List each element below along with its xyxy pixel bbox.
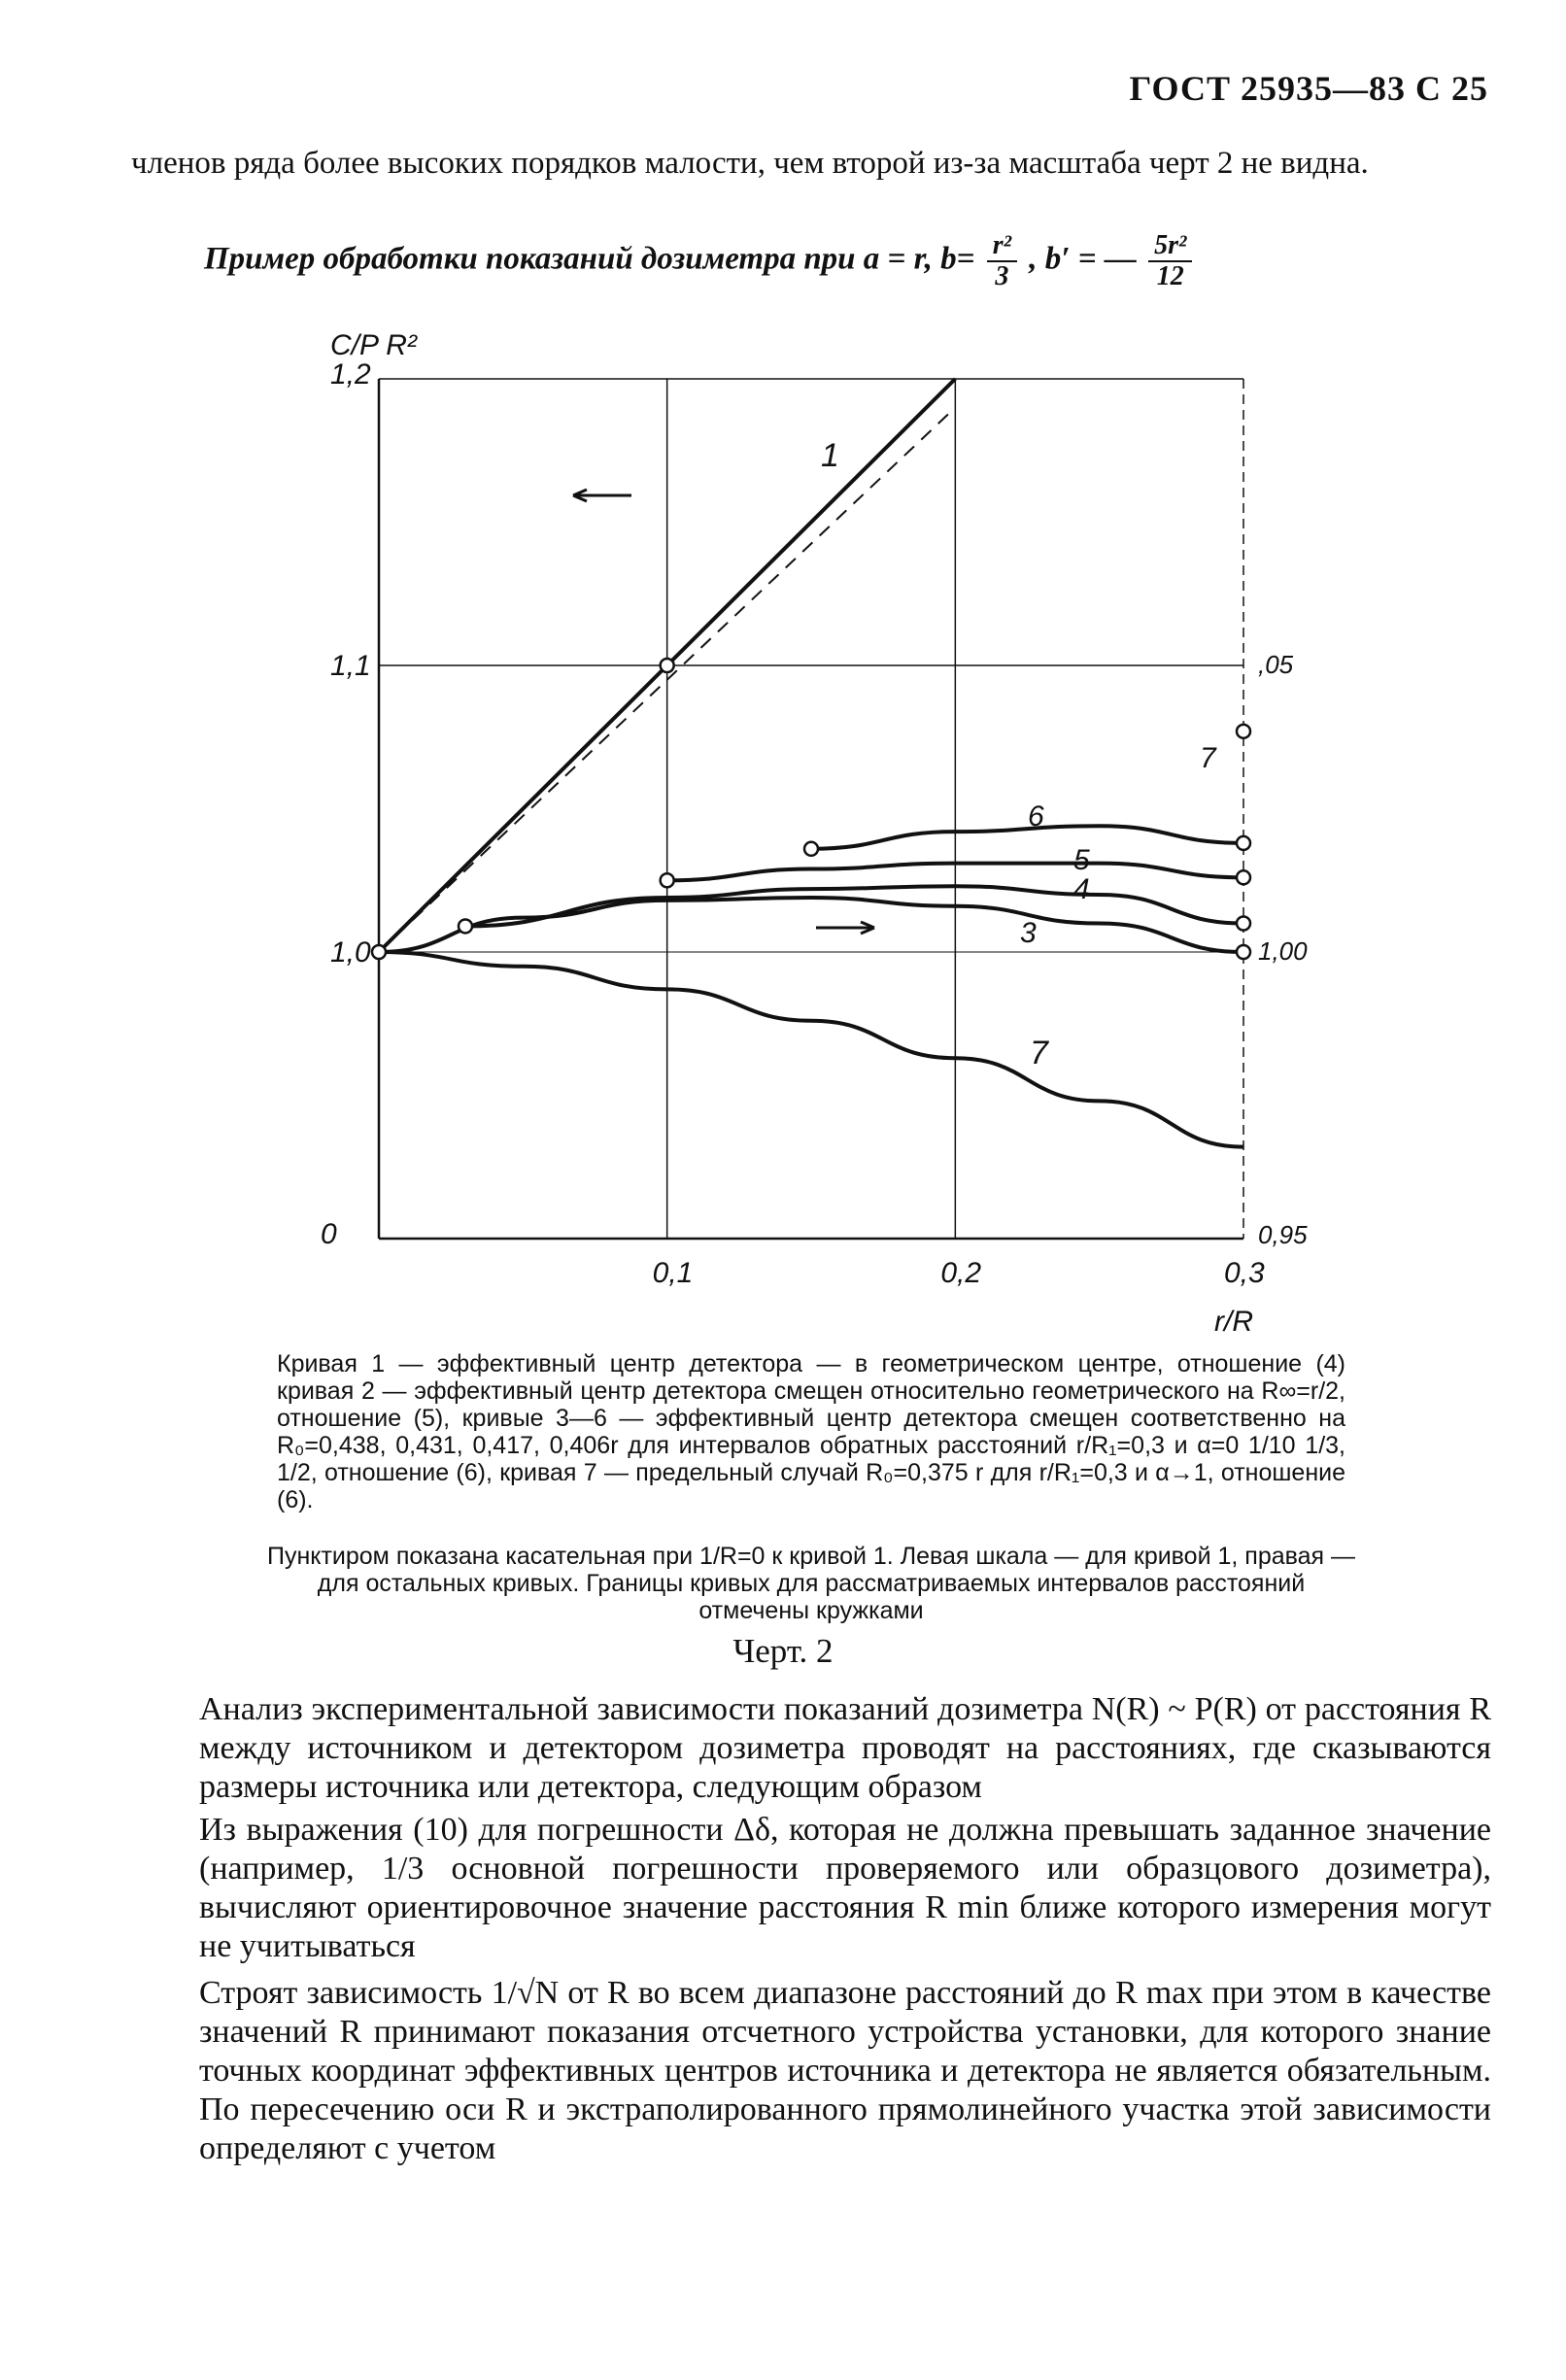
x-tick-label: 0 <box>321 1218 337 1250</box>
boundary-marker <box>1237 870 1250 884</box>
b-fraction <box>987 231 1017 291</box>
y-left-tick-label: 1,1 <box>330 650 371 682</box>
curve-label-5: 5 <box>1073 844 1090 876</box>
curve-label-7-right: 7 <box>1200 742 1216 774</box>
x-tick-label: 0,1 <box>652 1257 694 1289</box>
body-text <box>199 1690 1491 2168</box>
body-paragraph-2: Из выражения (10) для погрешности Δδ, которая не должна превышать заданное значение (например, 1/3 основной погрешности проверяемого или образцового дозиметра), вычисляют ориентировочное значение расстояния R min ближе которого измерения могут не учитываться <box>199 1812 1491 1964</box>
y-axis-title: C/P R² <box>330 329 417 361</box>
b-prime-label: , b′ = — <box>1029 241 1137 277</box>
curve-label-1: 1 <box>821 437 839 474</box>
boundary-marker <box>804 842 818 856</box>
boundary-marker <box>1237 917 1250 931</box>
b-numerator: r² <box>987 231 1017 262</box>
figure-label: Черт. 2 <box>732 1632 834 1670</box>
body-paragraph-3: Строят зависимость 1/√N от R во всем диапазоне расстояний до R max при этом в качестве значений R принимают показания отсчетного устройства установки, для которого знание точных координат эффективных центров источника и детектора не является обязательным. По пересечению оси R и экстраполированного прямолинейного участка этой зависимости определяют с учетом <box>199 1975 1491 2166</box>
chart-series <box>379 379 1243 1147</box>
y-left-tick-label: 1,0 <box>330 936 371 969</box>
x-axis-title: r/R <box>1214 1306 1253 1338</box>
boundary-marker <box>459 919 472 933</box>
y-right-tick-label: 1,00 <box>1258 936 1308 966</box>
page-header: ГОСТ 25935—83 С 25 <box>1129 69 1488 108</box>
boundary-marker <box>661 873 674 887</box>
arrow-left <box>573 490 631 501</box>
intro-paragraph: членов ряда более высоких порядков малости, чем второй из-за масштаба черт 2 не видна. <box>131 146 1369 181</box>
boundary-marker <box>372 945 386 959</box>
boundary-marker <box>1237 945 1250 959</box>
bp-fraction <box>1148 231 1192 291</box>
example-title <box>204 231 1196 291</box>
curve-label-6: 6 <box>1028 800 1044 833</box>
y-left-tick-label: 1,2 <box>330 358 371 391</box>
boundary-marker <box>1237 725 1250 738</box>
y-right-tick-label: 0,95 <box>1258 1220 1308 1249</box>
chart-markers <box>372 659 1250 959</box>
x-tick-label: 0,3 <box>1224 1257 1265 1289</box>
example-params: a = r, b= <box>863 241 975 277</box>
body-paragraph-1: Анализ экспериментальной зависимости показаний дозиметра N(R) ~ P(R) от расстояния R между источником и детектором дозиметра проводят на расстояниях, где сказываются размеры источника или детектора, следующим образом <box>199 1691 1491 1805</box>
series-line-7 <box>379 952 1243 1147</box>
boundary-marker <box>661 659 674 672</box>
y-right-tick-label: ,05 <box>1258 650 1294 679</box>
b-denominator: 3 <box>995 261 1009 291</box>
example-title-text: Пример обработки показаний дозиметра при <box>204 241 856 277</box>
curve-label-4: 4 <box>1073 873 1090 905</box>
curve-label-7: 7 <box>1030 1035 1048 1071</box>
curve-label-3: 3 <box>1020 917 1037 949</box>
arrow-right <box>816 922 874 934</box>
figure-caption-1: Кривая 1 — эффективный центр детектора — в геометрическом центре, отношение (4) кривая 2 — эффективный центр детектора смещен относительно геометрического на R∞=r/2, отношение (5), кривые 3—6 — эффективный центр детектора смещен соответственно на R₀=0,438, 0,431, 0,417, 0,406r для интервалов обратных расстояний r/R₁=0,3 и α=0 1/10 1/3, 1/2, отношение (6), кривая 7 — предельный случай R₀=0,375 r для r/R₁=0,3 и α→1, отношение (6). <box>277 1350 1345 1513</box>
series-line-4 <box>465 886 1243 926</box>
figure-caption-2: Пунктиром показана касательная при 1/R=0 к кривой 1. Левая шкала — для кривой 1, правая — для остальных кривых. Границы кривых для рассматриваемых интервалов расстояний отмечены кружками <box>266 1543 1356 1624</box>
bp-denominator: 12 <box>1156 261 1184 291</box>
chart-frame <box>379 379 1243 1239</box>
dosimeter-chart <box>291 321 1360 1341</box>
bp-numerator: 5r² <box>1148 231 1192 262</box>
boundary-marker <box>1237 836 1250 850</box>
x-tick-label: 0,2 <box>940 1257 982 1289</box>
